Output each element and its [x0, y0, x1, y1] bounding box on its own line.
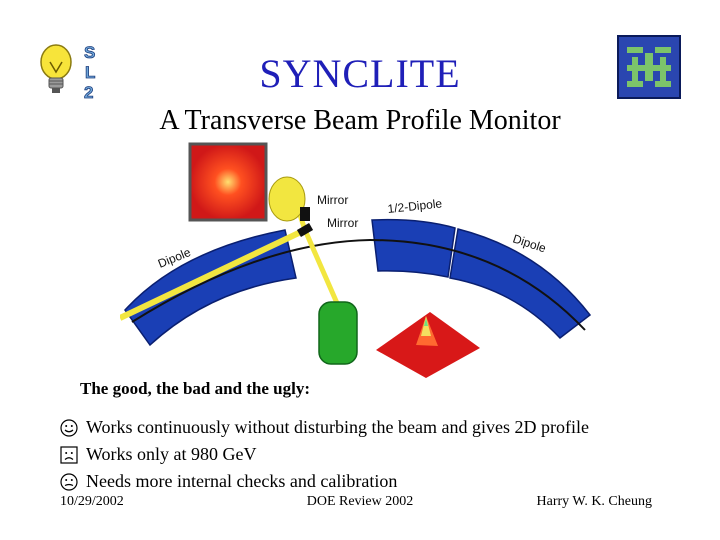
beam-monitor-diagram: [120, 140, 600, 380]
svg-text:L: L: [85, 63, 96, 82]
list-item-text: Needs more internal checks and calibration: [86, 471, 398, 491]
list-item-text: Works only at 980 GeV: [86, 444, 257, 464]
pros-cons-heading: The good, the bad and the ugly:: [80, 379, 311, 398]
list-item: [60, 441, 589, 468]
slide-subtitle: A Transverse Beam Profile Monitor: [159, 105, 561, 136]
detector: [319, 302, 357, 364]
footer-date: 10/29/2002: [60, 494, 124, 509]
list-item: [60, 468, 589, 495]
mirror: [300, 207, 310, 221]
svg-text:S: S: [84, 43, 96, 62]
frowny-icon: [60, 446, 78, 464]
svg-text:1/2-Dipole: 1/2-Dipole: [386, 196, 443, 216]
svg-text:Mirror: Mirror: [317, 193, 349, 207]
lens: [269, 177, 305, 221]
neutral-face-icon: [60, 473, 78, 491]
footer-author: Harry W. K. Cheung: [536, 494, 652, 509]
list-item-text: Works continuously without disturbing the beam and gives 2D profile: [86, 417, 589, 437]
svg-text:Mirror: Mirror: [327, 216, 359, 230]
slide-title: SYNCLITE: [259, 51, 461, 96]
list-item: [60, 414, 589, 441]
smiley-icon: [60, 419, 78, 437]
beam-image: [190, 144, 266, 220]
svg-text:Dipole: Dipole: [155, 245, 193, 271]
footer-event: DOE Review 2002: [306, 494, 414, 509]
svg-text:2: 2: [84, 83, 94, 102]
pros-cons-list: [60, 414, 589, 495]
svg-text:Dipole: Dipole: [511, 231, 548, 256]
